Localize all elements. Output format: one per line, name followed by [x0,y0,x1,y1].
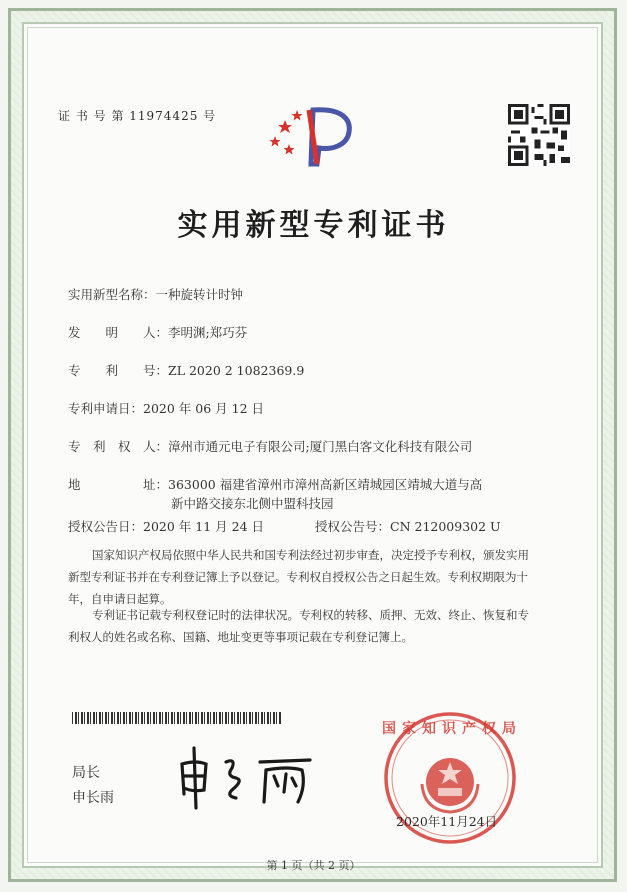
field-label: 授权公告号： [315,519,391,534]
field-row-patent-number [68,361,304,379]
field-value: CN 212009302 U [390,519,501,534]
seal-text: 国家知识产权局 [382,721,522,737]
paragraph-line: 专利证书记载专利权登记时的法律状况。专利权的转移、质押、无效、终止、恢复和专 [92,608,529,622]
field-label: 发 明 人： [68,325,169,340]
field-label: 专 利 权 人： [68,439,169,454]
address-line-2: 新中路交接东北侧中盟科技园 [171,496,334,511]
cnipa-logo-icon [265,102,360,172]
field-row-grant-number [315,517,501,535]
paragraph-line: 利权人的姓名或名称、国籍、地址变更等事项记载在专利登记簿上。 [68,630,413,644]
seal-date: 2020年11月24日 [396,814,498,829]
field-row-application-date [68,399,264,417]
certificate-number: 证 书 号 第 11974425 号 [58,109,217,123]
field-value: 363000 福建省漳州市漳州高新区靖城园区靖城大道与高 [168,477,483,492]
field-row-grant-date [68,517,264,535]
signer-title: 局长 [72,765,100,781]
field-value: 漳州市通元电子有限公司;厦门黑白客文化科技有限公司 [168,439,473,454]
field-value: 李明渊;郑巧芬 [168,325,248,340]
paragraph-line: 年，自申请日起算。 [68,592,172,606]
field-row-address [68,475,482,493]
field-value: 2020 年 06 月 12 日 [143,401,265,416]
field-label: 专 利 号： [68,363,169,378]
paragraph-line: 新型专利证书并在专利登记簿上予以登记。专利权自授权公告之日起生效。专利权期限为十 [68,570,528,584]
signer-name: 申长雨 [72,790,114,806]
field-label: 地 址： [68,477,169,492]
barcode-icon [72,712,282,724]
field-label: 授权公告日： [68,519,144,534]
field-row-inventor [68,323,247,341]
signature-icon [170,742,320,812]
paragraph-line: 国家知识产权局依照中华人民共和国专利法经过初步审查，决定授予专利权，颁发实用 [92,548,529,562]
qr-code-icon [508,104,570,166]
field-label: 专利申请日： [68,401,144,416]
field-value: ZL 2020 2 1082369.9 [168,363,305,378]
field-row-name [68,285,243,303]
field-value: 2020 年 11 月 24 日 [143,519,265,534]
field-value: 一种旋转计时钟 [155,287,244,302]
certificate-title: 实用新型专利证书 [177,208,450,243]
field-row-patentee [68,437,472,455]
page-footer: 第 1 页（共 2 页） [266,859,361,872]
field-label: 实用新型名称： [68,287,156,302]
